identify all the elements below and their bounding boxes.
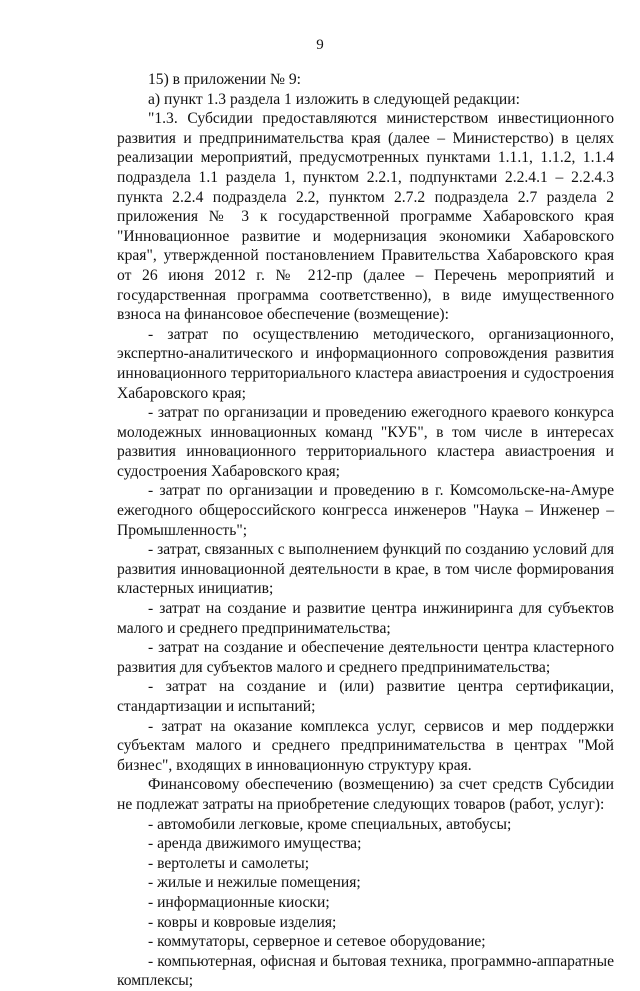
list-item: - аренда движимого имущества; bbox=[148, 835, 362, 853]
list-item: - затрат на создание и развитие центра инжиниринга для субъектов малого и среднего предпринимательства; bbox=[117, 600, 614, 637]
page-number: 9 bbox=[316, 37, 324, 53]
list-item: - затрат по осуществлению методического, организационного, экспертно-аналитического и информационного сопровождения развития инновационного территориального кластера авиастроения и судостроения Хабаровского края; bbox=[117, 325, 614, 402]
list-item: - автомобили легковые, кроме специальных, автобусы; bbox=[148, 815, 512, 833]
list-item: - вертолеты и самолеты; bbox=[148, 854, 310, 872]
exclusion-paragraph: Финансовому обеспечению (возмещению) за счет средств Субсидии не подлежат затраты на приобретение следующих товаров (работ, услуг): bbox=[117, 776, 614, 813]
list-item: - ковры и ковровые изделия; bbox=[148, 913, 337, 931]
list-item: - затрат на оказание комплекса услуг, сервисов и мер поддержки субъектам малого и среднего предпринимательства в центрах "Мой бизнес", входящих в инновационную структуру края. bbox=[117, 717, 614, 774]
list-item: - затрат по организации и проведению в г. Комсомольске-на-Амуре ежегодного общероссийского конгресса инженеров "Наука – Инженер – Промышленность"; bbox=[117, 482, 614, 539]
list-item: - затрат, связанных с выполнением функций по созданию условий для развития инновационной деятельности в крае, в том числе формирования кластерных инициатив; bbox=[117, 541, 614, 598]
list-item: - затрат на создание и обеспечение деятельности центра кластерного развития для субъектов малого и среднего предпринимательства; bbox=[117, 639, 614, 676]
list-item: - коммутаторы, серверное и сетевое оборудование; bbox=[148, 933, 486, 951]
list-item: - затрат по организации и проведению ежегодного краевого конкурса молодежных инновационных команд "КУБ", в том числе в интересах развития инновационного территориального кластера авиастроения и судостроения Хабаровского края; bbox=[117, 404, 614, 480]
document-body bbox=[117, 70, 614, 991]
list-item: - затрат на создание и (или) развитие центра сертификации, стандартизации и испытаний; bbox=[117, 678, 614, 715]
list-item: - компьютерная, офисная и бытовая техника, программно-аппаратные комплексы; bbox=[117, 952, 614, 990]
intro-paragraph: "1.3. Субсидии предоставляются министерством инвестиционного развития и предпринимательства края (далее – Министерство) в целях реализации мероприятий, предусмотренных пунктами 1.1.1, 1.1.2, 1.1.4 подраздела 1.1 раздела 1, пунктом 2.2.1, подпунктами 2.2.4.1 – 2.2.4.3 пункта 2.2.4 подраздела 2.2, пунктом 2.7.2 подраздела 2.7 раздела 2 приложения № 3 к государственной программе Хабаровского края "Инновационное развитие и модернизация экономики Хабаровского края", утвержденной постановлением Правительства Хабаровского края от 26 июня 2012 г. № 212-пр (далее – Перечень мероприятий и государственная программа соответственно), в виде имущественного взноса на финансовое обеспечение (возмещение): bbox=[117, 110, 614, 324]
list-item: - жилые и нежилые помещения; bbox=[148, 874, 361, 892]
list-item: - информационные киоски; bbox=[148, 893, 330, 911]
excluded-items-list bbox=[117, 815, 614, 991]
section-heading: 15) в приложении № 9: bbox=[148, 71, 301, 88]
cost-items-list bbox=[117, 325, 614, 776]
section-subheading: а) пункт 1.3 раздела 1 изложить в следующей редакции: bbox=[148, 90, 520, 108]
